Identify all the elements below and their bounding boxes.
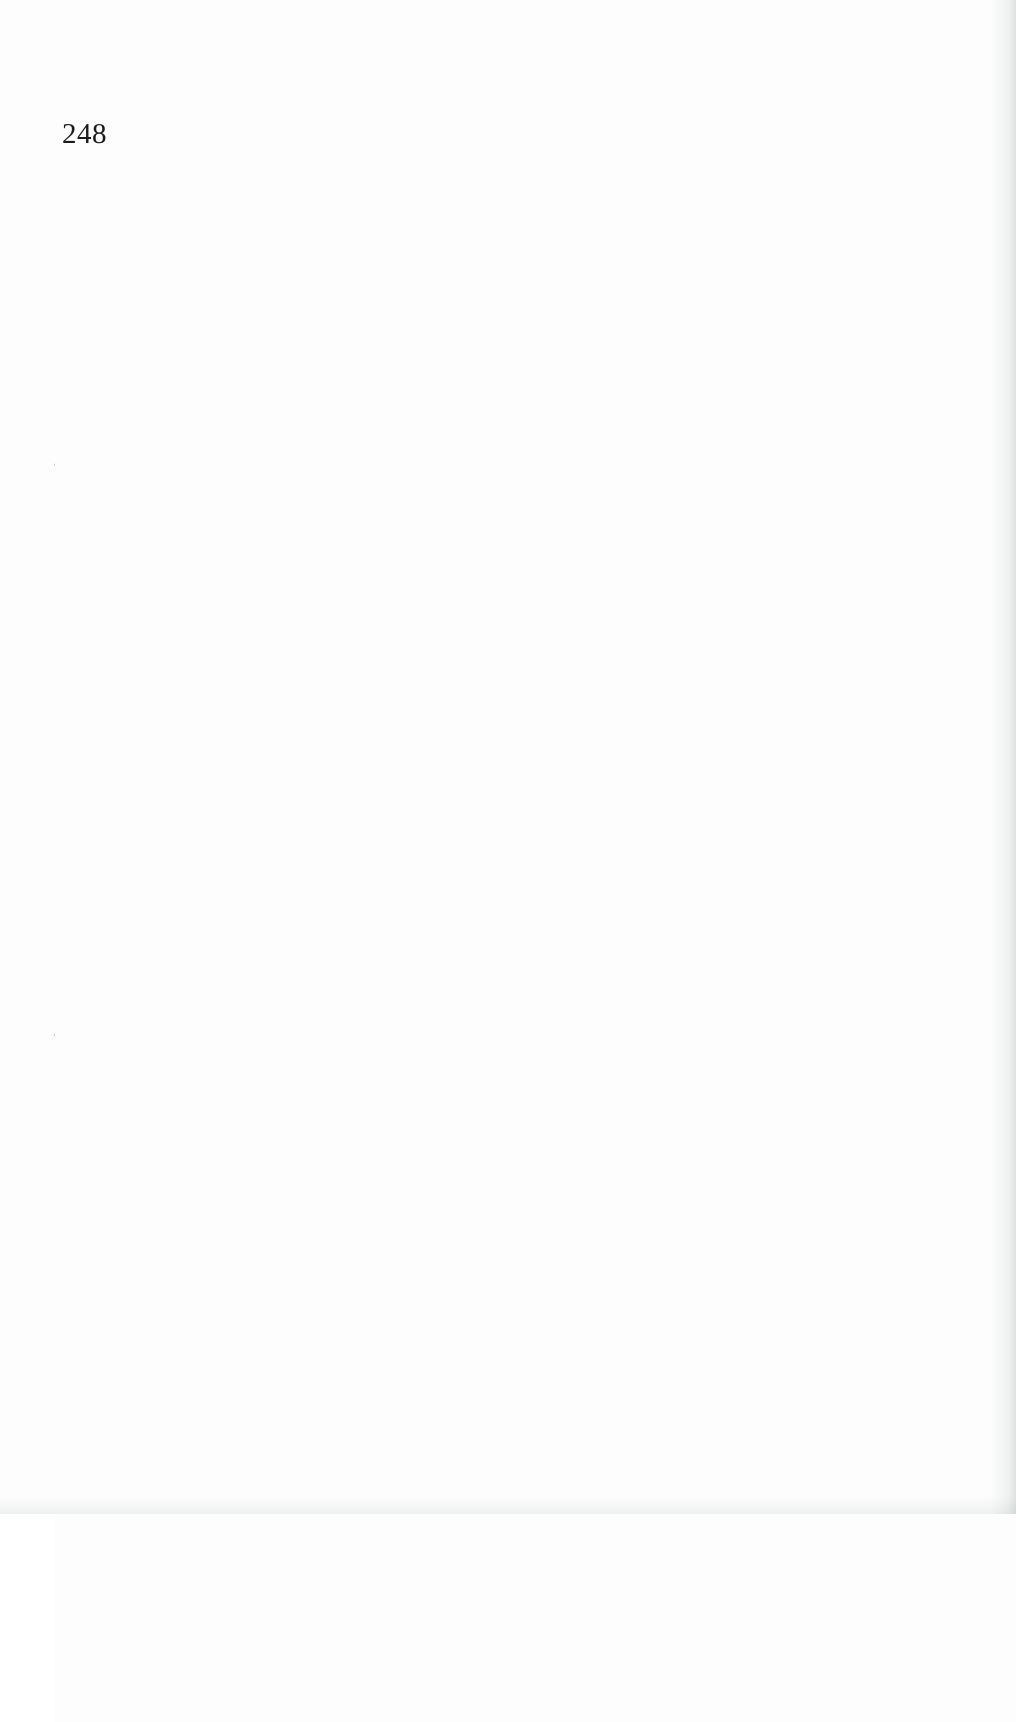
toc-entry-page — [55, 208, 1016, 1722]
table-of-contents — [55, 208, 973, 1253]
page-number: 248 — [62, 118, 107, 150]
toc-entry[interactable] — [55, 1206, 973, 1234]
